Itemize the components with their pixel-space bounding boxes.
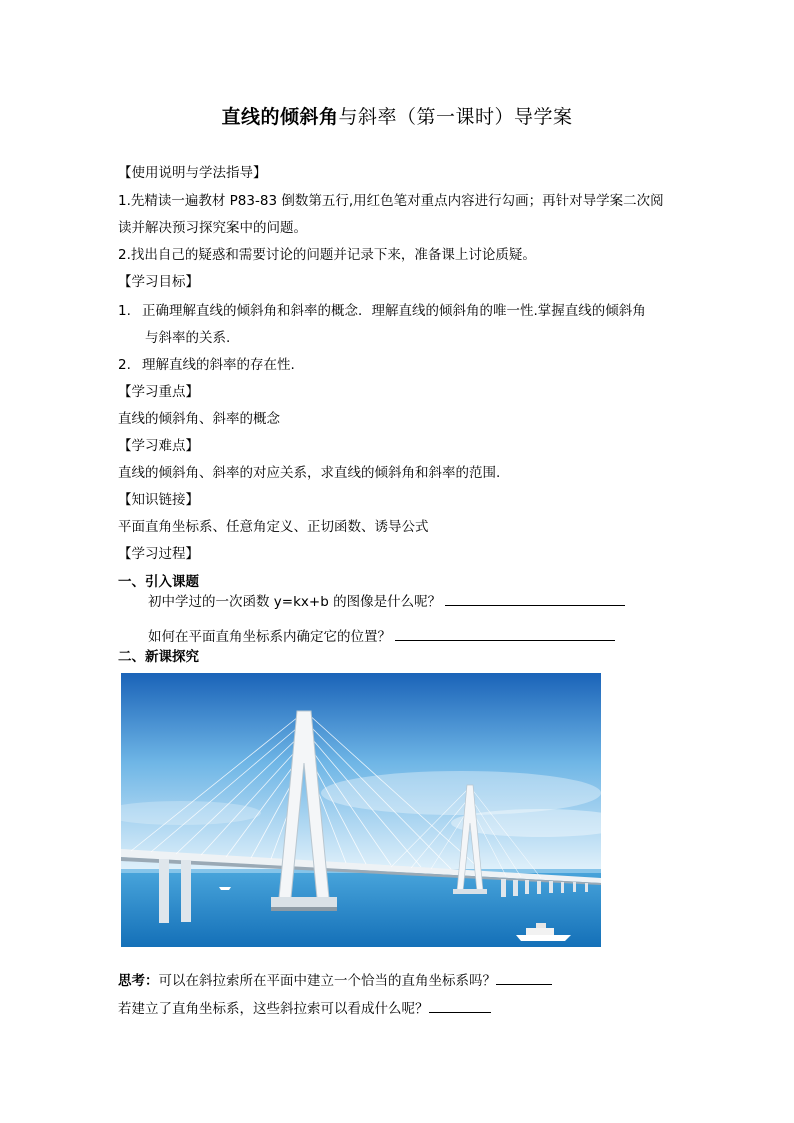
- question-2: [148, 628, 615, 645]
- think-question-1-text: 可以在斜拉索所在平面中建立一个恰当的直角坐标系吗？: [158, 973, 496, 989]
- goals-item2: [118, 357, 295, 373]
- goals-heading: 【学习目标】: [118, 274, 199, 290]
- difficulties-text: 直线的倾斜角、斜率的对应关系，求直线的倾斜角和斜率的范围.: [118, 465, 501, 481]
- links-text: 平面直角坐标系、任意角定义、正切函数、诱导公式: [118, 519, 429, 535]
- key-points-text: 直线的倾斜角、斜率的概念: [118, 411, 280, 427]
- goals-item1-number: 1.: [118, 303, 131, 319]
- title-normal-part: 与斜率（第一课时）导学案: [338, 106, 573, 128]
- think-question-2: [118, 1000, 491, 1017]
- process-heading: 【学习过程】: [118, 546, 199, 562]
- cable-stayed-bridge-photo: [121, 673, 601, 947]
- usage-item1-line2: 读并解决预习探究案中的问题。: [118, 220, 307, 236]
- links-heading: 【知识链接】: [118, 492, 199, 508]
- goals-item1-text: 正确理解直线的倾斜角和斜率的概念．理解直线的倾斜角的唯一性.掌握直线的倾斜角: [142, 303, 646, 319]
- difficulties-heading: 【学习难点】: [118, 438, 199, 454]
- key-points-heading: 【学习重点】: [118, 384, 199, 400]
- section1-title: 一、引入课题: [118, 574, 199, 590]
- think-question-2-text: 若建立了直角坐标系，这些斜拉索可以看成什么呢？: [118, 1001, 429, 1017]
- goals-item2-text: 理解直线的斜率的存在性.: [142, 357, 295, 373]
- answer-blank-3[interactable]: [496, 972, 552, 985]
- goals-item2-number: 2.: [118, 357, 131, 373]
- goals-item1-line2: 与斜率的关系.: [145, 330, 231, 346]
- question-2-text: 如何在平面直角坐标系内确定它的位置？: [148, 629, 391, 645]
- usage-item1-line1: 1.先精读一遍教材 P83-83 倒数第五行,用红色笔对重点内容进行勾画；再针对导学案二次阅: [118, 193, 664, 209]
- question-1: [148, 593, 625, 610]
- usage-heading: 【使用说明与学法指导】: [118, 165, 267, 181]
- title-bold-part: 直线的倾斜角: [221, 106, 339, 128]
- goals-item1-line1: [118, 303, 646, 319]
- think-question-1: [118, 972, 552, 989]
- section2-title: 二、新课探究: [118, 649, 199, 665]
- usage-item2: 2.找出自己的疑惑和需要讨论的问题并记录下来，准备课上讨论质疑。: [118, 247, 536, 263]
- page-title: [0, 102, 794, 129]
- answer-blank-1[interactable]: [445, 593, 625, 606]
- answer-blank-2[interactable]: [395, 628, 615, 641]
- think-label: 思考：: [118, 973, 159, 989]
- answer-blank-4[interactable]: [429, 1000, 491, 1013]
- question-1-text: 初中学过的一次函数 y=kx+b 的图像是什么呢？: [148, 594, 442, 610]
